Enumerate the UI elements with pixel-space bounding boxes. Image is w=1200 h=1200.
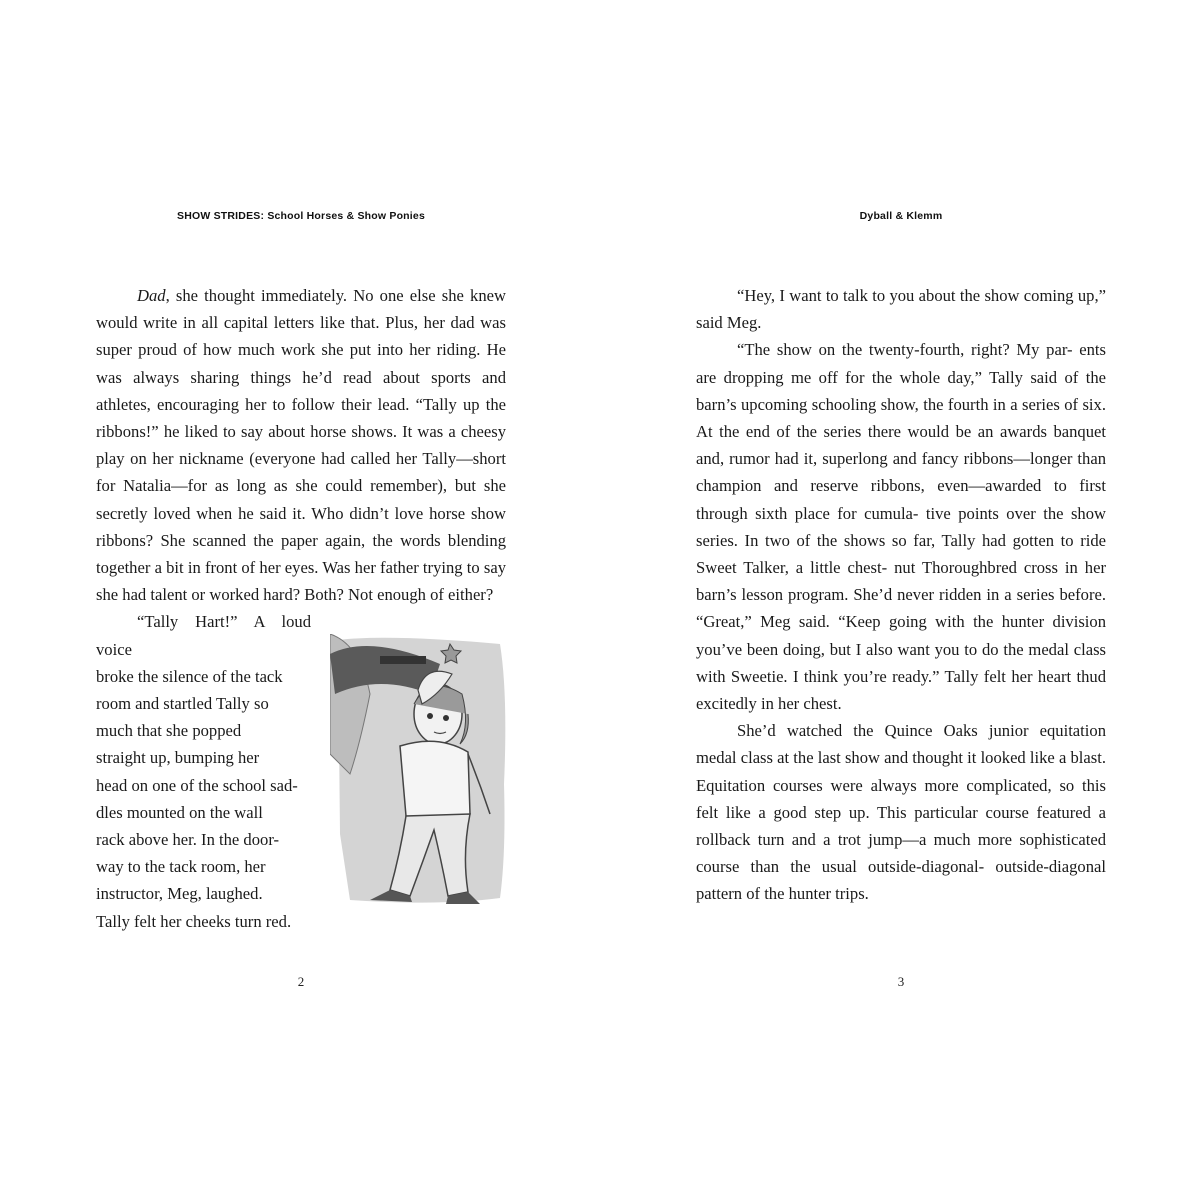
line: broke the silence of the tack [96, 666, 283, 686]
page-number: 3 [897, 974, 905, 989]
right-body-text [696, 282, 1106, 908]
left-running-head [96, 210, 506, 222]
paragraph-text: , she thought immediately. No one else she knew would write in all capital letters like that. Plus, her dad was super proud of how much work she put into her riding. He was always sharing things he’d read about sports and athletes, encouraging her to follow their lead. “Tally up the ribbons!” he liked to say about horse shows. It was a cheesy play on her nickname (everyone had called her Tally—short for Natalia—for as long as she could remember), but she secretly loved when he said it. Who didn’t love horse show ribbons? She scanned the paper again, the words blending together a bit in front of her eyes. Was her father trying to say she had talent or worked hard? Both? Not enough of either? [96, 286, 506, 605]
line: rack above her. In the door- [96, 830, 280, 850]
girl-bumping-head-illustration [330, 634, 508, 904]
right-page [696, 0, 1106, 1200]
line: much that she popped [96, 721, 242, 741]
line: head on one of the school sad- [96, 775, 298, 795]
right-running-head: Dyball & Klemm [859, 210, 943, 222]
series-title: SHOW STRIDES: [177, 210, 265, 222]
line: room and startled Tally so [96, 694, 269, 714]
paragraph: “The show on the twenty-fourth, right? My par- ents are dropping me off for the whole day,” Tally said of the barn’s upcoming schooling show, the fourth in a series of six. At the end of the series there would be an awards banquet and, rumor had it, superlong and fancy ribbons—longer than champion and reserve ribbons, even—awarded to first through sixth place for cumula- tive points over the show series. In two of the shows so far, Tally had gotten to ride Sweet Talker, a little chest- nut Thoroughbred cross in her barn’s lesson program. She’d never ridden in a series before. “Great,” Meg said. “Keep going with the hunter division you’ve been doing, but I also want you to do the medal class with Sweetie. I think you’re ready.” Tally felt her heart thud excitedly in her chest. [696, 340, 1106, 714]
line: straight up, bumping her [96, 748, 260, 768]
paragraph [96, 282, 506, 608]
line: dles mounted on the wall [96, 802, 263, 822]
page-number: 2 [297, 974, 305, 989]
left-page [96, 0, 506, 1200]
paragraph: She’d watched the Quince Oaks junior equitation medal class at the last show and thought it looked like a blast. Equitation courses were always more complicated, so this felt like a good step up. This particular course featured a rollback turn and a trot jump—a much more sophisticated course than the usual outside-diagonal- outside-diagonal pattern of the hunter trips. [696, 721, 1106, 904]
line: way to the tack room, her [96, 857, 266, 877]
illustration-wrap-area [96, 608, 506, 934]
paragraph: “Hey, I want to talk to you about the show coming up,” said Meg. [696, 286, 1106, 333]
book-title: School Horses & Show Ponies [267, 210, 425, 222]
italic-word: Dad [137, 286, 166, 305]
line: “Tally Hart!” A loud voice [96, 612, 311, 659]
left-body-text [96, 282, 506, 935]
line: instructor, Meg, laughed. [96, 884, 263, 904]
line: Tally felt her cheeks turn red. [96, 911, 292, 931]
